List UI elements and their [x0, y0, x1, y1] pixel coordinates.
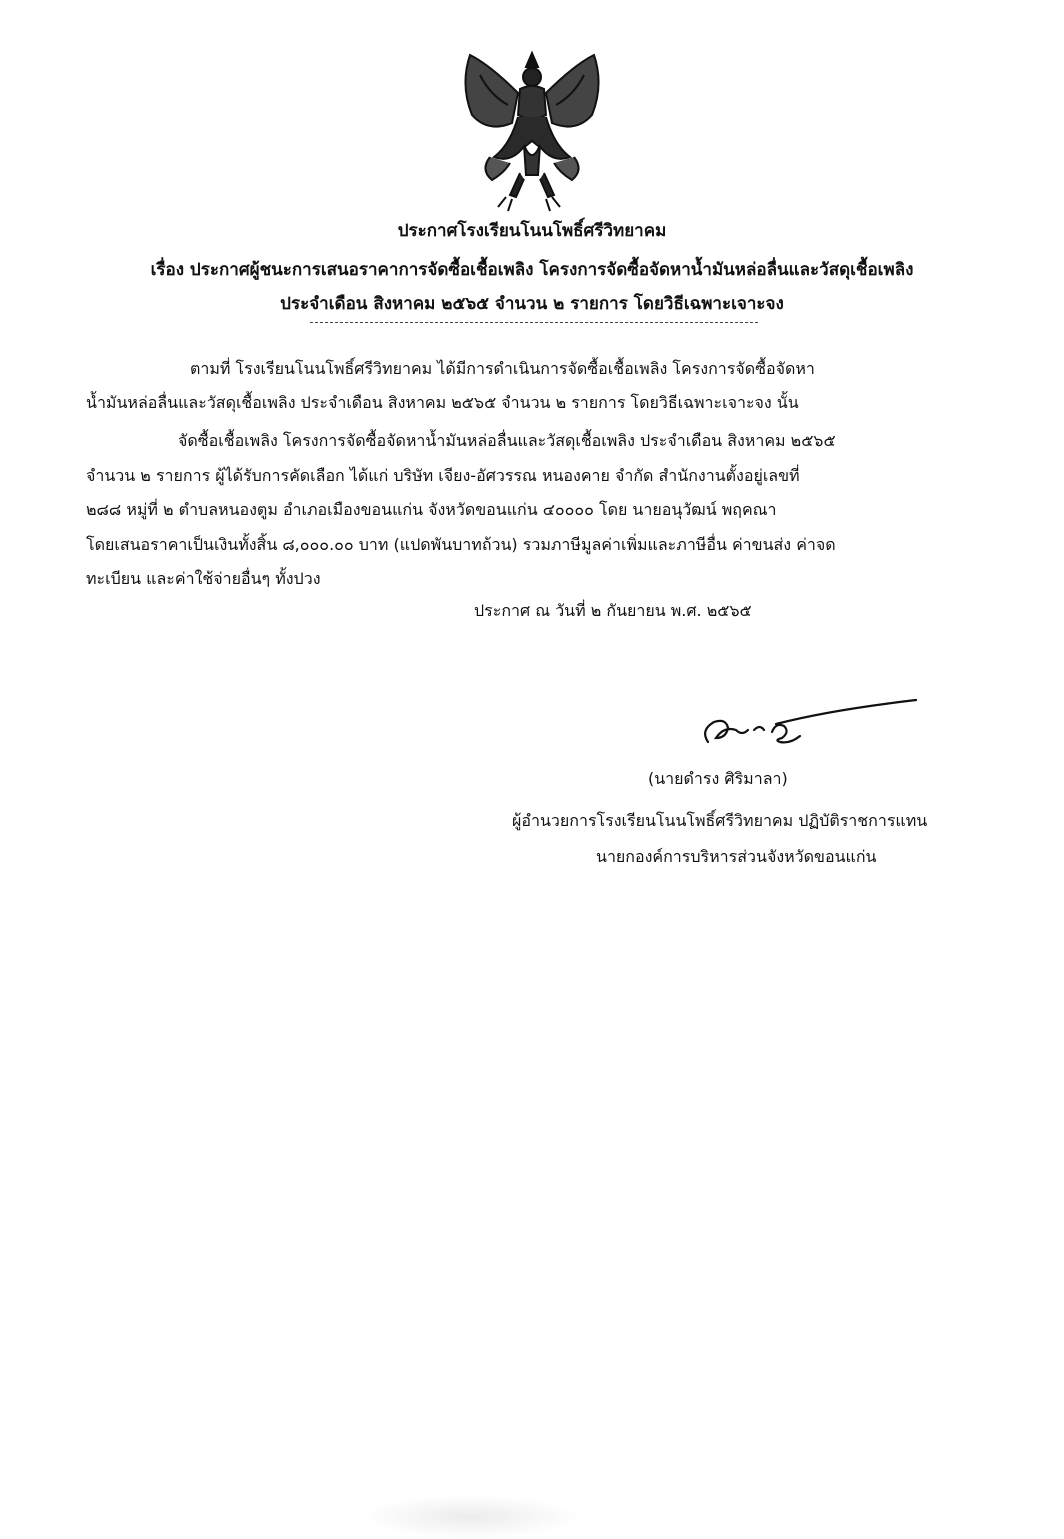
paper-stain [360, 1495, 580, 1539]
subject-line-1: เรื่อง ประกาศผู้ชนะการเสนอราคาการจัดซื้อเชื้อเพลิง โครงการจัดซื้อจัดหาน้ำมันหล่อลื่นและวัสดุเชื้อเพลิง [150, 260, 914, 280]
subject-line-2: ประจำเดือน สิงหาคม ๒๕๖๕ จำนวน ๒ รายการ โดยวิธีเฉพาะเจาะจง [280, 294, 784, 314]
body-line: โดยเสนอราคาเป็นเงินทั้งสิ้น ๘,๐๐๐.๐๐ บาท (แปดพันบาทถ้วน) รวมภาษีมูลค่าเพิ่มและภาษีอื่น ค่าขนส่ง ค่าจด [86, 535, 836, 554]
divider [310, 322, 758, 323]
body-line: ทะเบียน และค่าใช้จ่ายอื่นๆ ทั้งปวง [86, 569, 321, 588]
signer-name: (นายดำรง ศิริมาลา) [648, 769, 788, 788]
signature-icon [690, 690, 930, 760]
body-line: จัดซื้อเชื้อเพลิง โครงการจัดซื้อจัดหาน้ำมันหล่อลื่นและวัสดุเชื้อเพลิง ประจำเดือน สิงหาคม ๒๕๖๕ [178, 431, 836, 450]
document-title: ประกาศโรงเรียนโนนโพธิ์ศรีวิทยาคม [397, 221, 667, 241]
body-line: ๒๘๘ หมู่ที่ ๒ ตำบลหนองตูม อำเภอเมืองขอนแก่น จังหวัดขอนแก่น ๔๐๐๐๐ โดย นายอนุวัฒน์ พฤคณา [86, 500, 777, 519]
garuda-emblem-icon [450, 45, 615, 220]
body-line: น้ำมันหล่อลื่นและวัสดุเชื้อเพลิง ประจำเดือน สิงหาคม ๒๕๖๕ จำนวน ๒ รายการ โดยวิธีเฉพาะเจาะจง นั้น [86, 393, 799, 412]
signer-position-1: ผู้อำนวยการโรงเรียนโนนโพธิ์ศรีวิทยาคม ปฏิบัติราชการแทน [512, 811, 928, 830]
body-line: ตามที่ โรงเรียนโนนโพธิ์ศรีวิทยาคม ได้มีการดำเนินการจัดซื้อเชื้อเพลิง โครงการจัดซื้อจัดหา [190, 359, 815, 378]
body-line: จำนวน ๒ รายการ ผู้ได้รับการคัดเลือก ได้แก่ บริษัท เจียง-อัศวรรณ หนองคาย จำกัด สำนักงานตั้งอยู่เลขที่ [86, 466, 800, 485]
announce-date: ประกาศ ณ วันที่ ๒ กันยายน พ.ศ. ๒๕๖๕ [474, 601, 752, 620]
signer-position-2: นายกองค์การบริหารส่วนจังหวัดขอนแก่น [596, 847, 877, 866]
